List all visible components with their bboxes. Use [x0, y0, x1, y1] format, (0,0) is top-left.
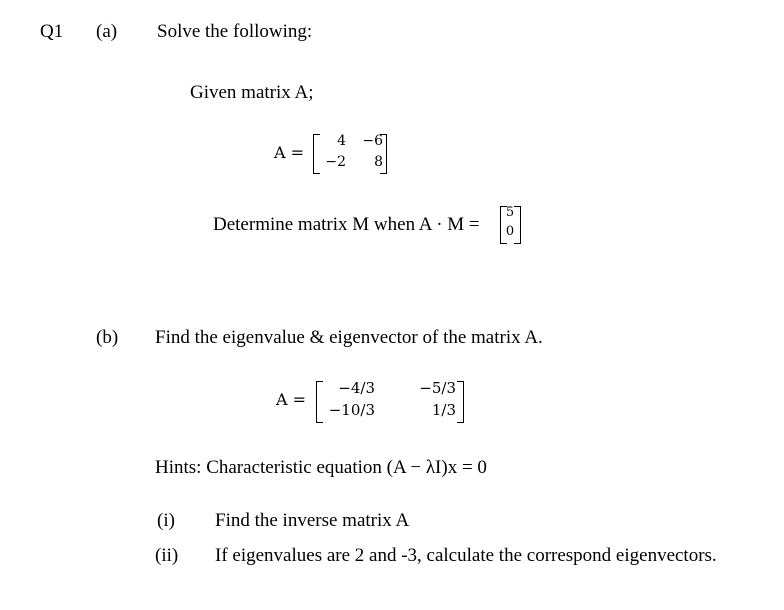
part-b-instruction: Find the eigenvalue & eigenvector of the matrix A.	[155, 327, 543, 348]
matrix-cell: −5/3	[419, 379, 456, 397]
hint-text: Hints: Characteristic equation (A − λI)x = 0	[155, 457, 487, 478]
part-a-label: (a)	[96, 21, 118, 42]
matrix-cell: 1/3	[431, 401, 456, 419]
item-i-label: (i)	[157, 510, 175, 531]
item-ii-label: (ii)	[155, 545, 179, 566]
matrix-cell: −4/3	[338, 379, 375, 397]
determine-text: Determine matrix M when A · M =	[213, 214, 480, 235]
part-a-instruction: Solve the following:	[157, 21, 313, 42]
right-bracket	[457, 381, 464, 423]
matrix-cell: 8	[374, 154, 383, 170]
item-ii-text: If eigenvalues are 2 and -3, calculate the correspond eigenvectors.	[215, 545, 717, 566]
matrix-lhs: A =	[276, 390, 307, 409]
matrix-cell: −6	[362, 133, 383, 149]
question-number: Q1	[40, 21, 64, 42]
vector-cell: 5	[505, 205, 515, 220]
matrix-cell: −2	[325, 154, 346, 170]
given-text: Given matrix A;	[190, 82, 314, 103]
item-i-text: Find the inverse matrix A	[215, 510, 410, 531]
matrix-lhs: A =	[274, 143, 305, 162]
matrix-cell: −10/3	[328, 401, 375, 419]
matrix-cell: 4	[337, 133, 346, 149]
part-b-label: (b)	[96, 327, 119, 348]
right-bracket	[380, 134, 387, 174]
vector-cell: 0	[505, 224, 515, 239]
right-bracket	[514, 206, 521, 244]
